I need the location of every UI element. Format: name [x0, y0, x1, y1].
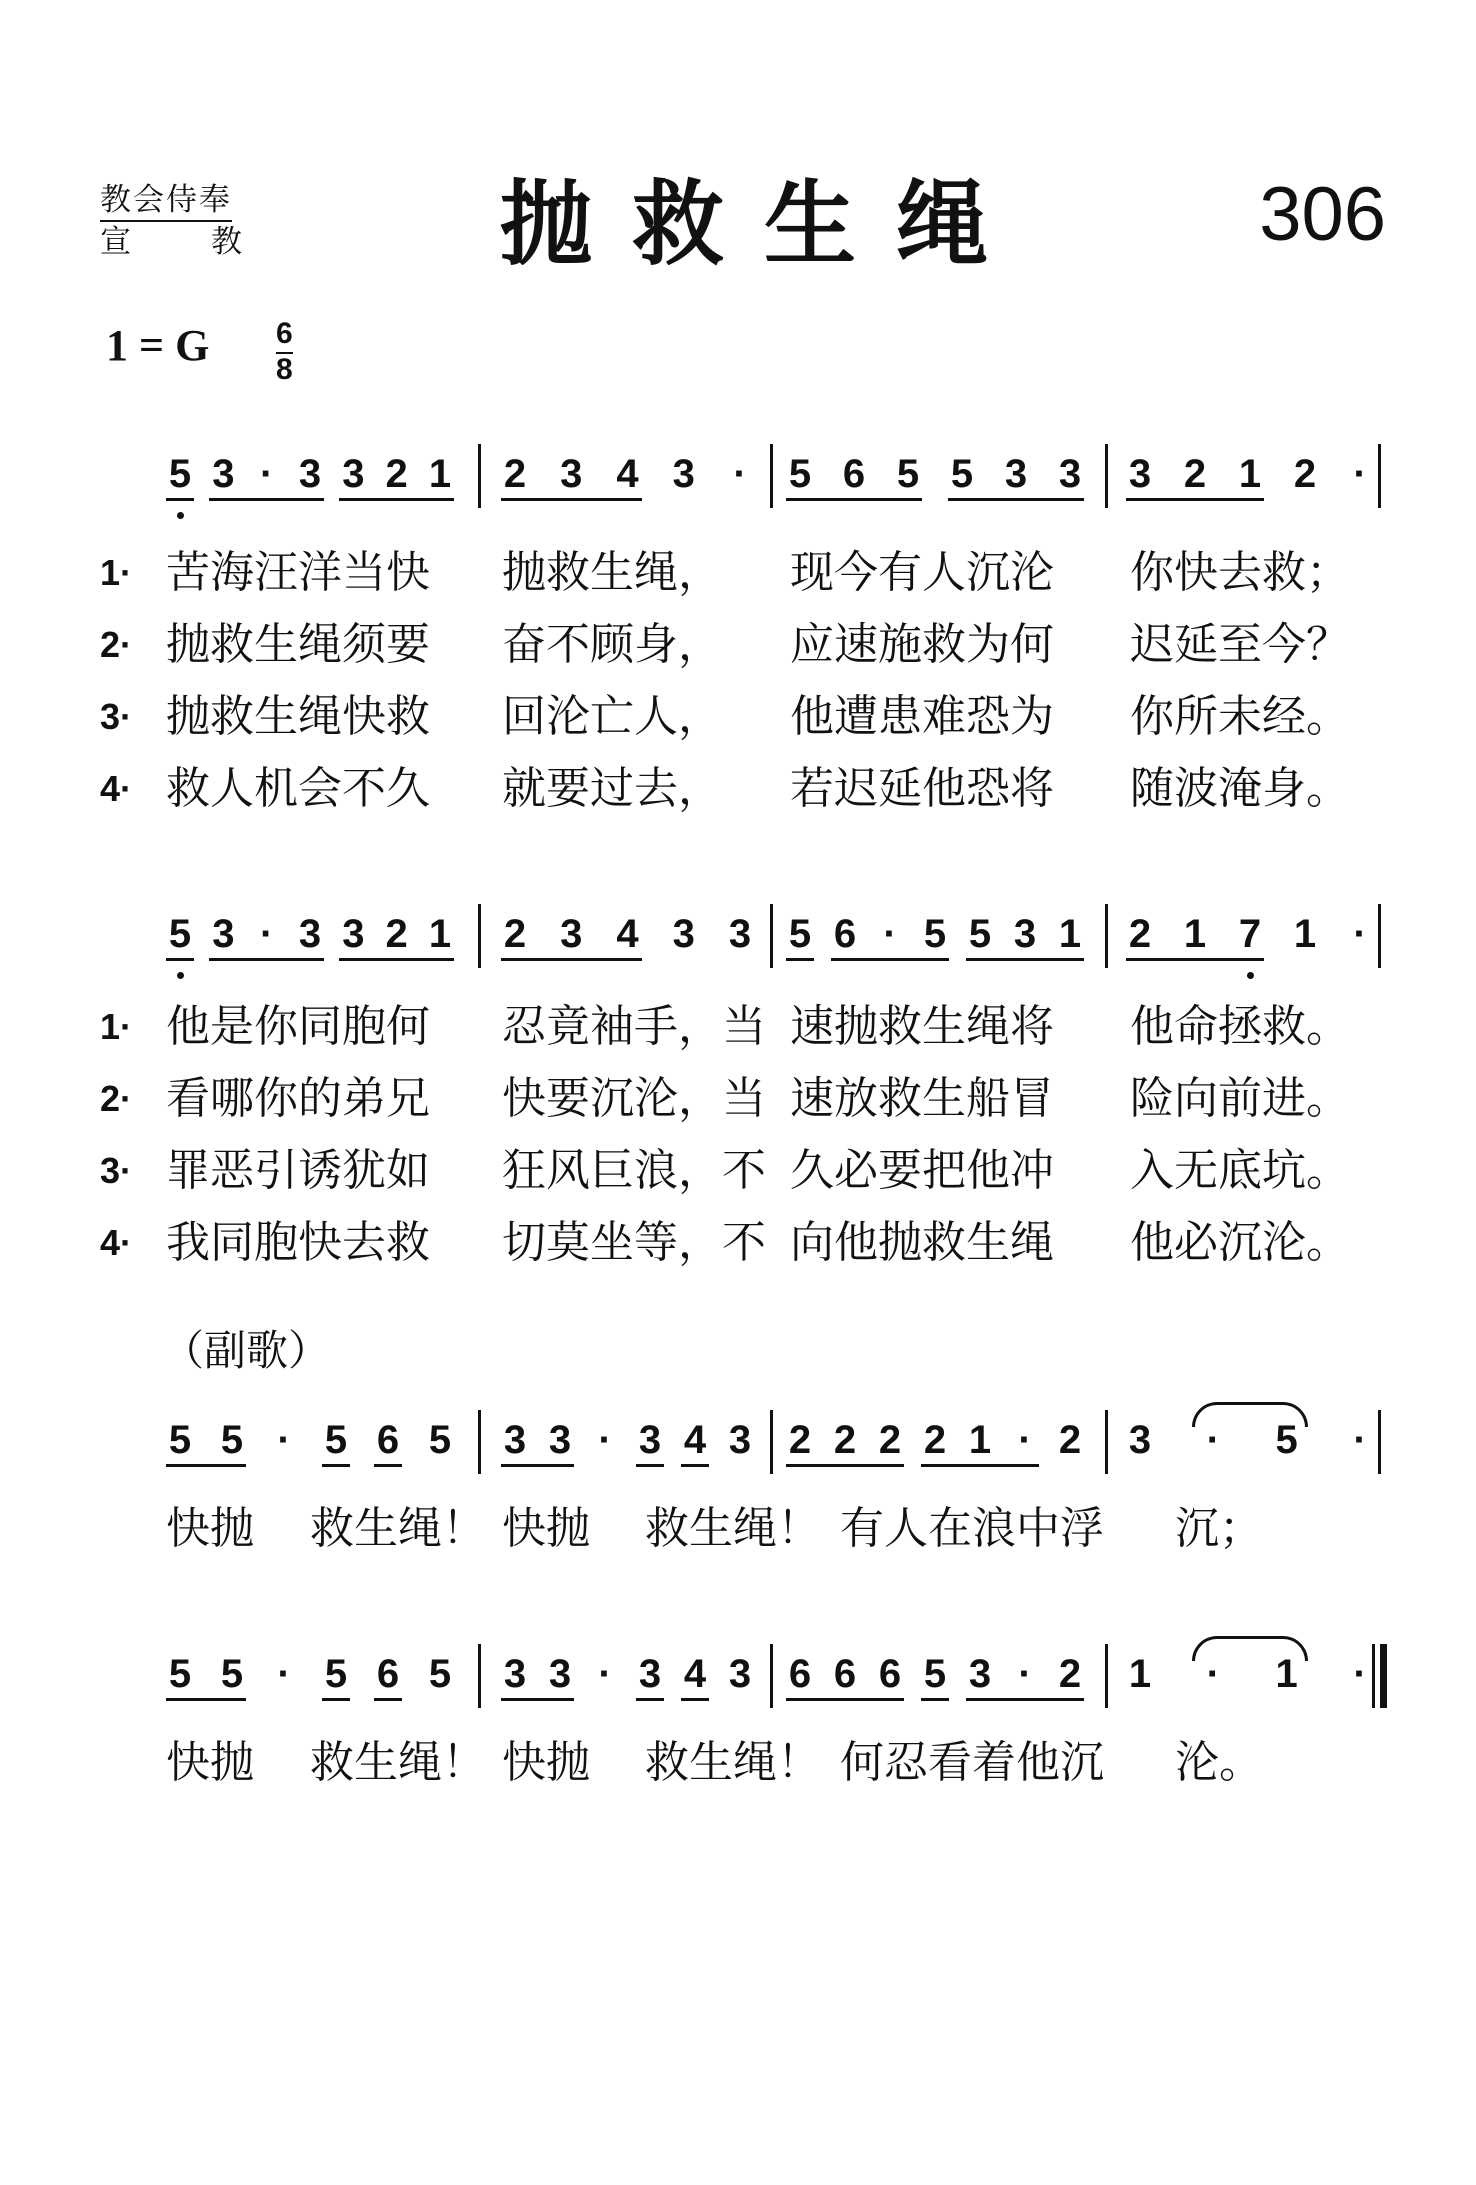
lyric-phrase: 就要过去，: [502, 763, 722, 814]
note-digit: 2: [788, 1418, 812, 1462]
lyric-phrase: 他必沉沦。: [1130, 1217, 1350, 1268]
verse-number: 2·: [100, 1078, 133, 1119]
bar-line: [1105, 1410, 1108, 1474]
note-digit: ·: [259, 452, 274, 496]
lyric-phrase: 奋不顾身，: [502, 619, 722, 670]
note-digit: 3: [212, 912, 235, 956]
note-digit: 5: [923, 1652, 947, 1696]
bar-line-end: [1378, 904, 1381, 968]
lyric-phrase: 我同胞快去救: [166, 1217, 430, 1268]
note-digit: 3: [560, 452, 583, 496]
note-digit: ·: [277, 1652, 291, 1696]
hymn-title: 抛救生绳: [500, 171, 1029, 278]
beam-underline: [636, 1698, 664, 1701]
lyric-phrase: 罪恶引诱犹如: [166, 1145, 430, 1196]
bar-line: [478, 444, 481, 508]
octave-dot: [1247, 972, 1254, 979]
chorus-lyric: 救生绳！: [310, 1737, 486, 1788]
beam-underline: [966, 1698, 1084, 1701]
beam-underline: [786, 1698, 904, 1701]
lyric-phrase: 入无底坑。: [1130, 1145, 1350, 1196]
note-digit: 5: [1275, 1418, 1298, 1462]
note-digit: 2: [503, 452, 527, 496]
beam-underline: [1126, 498, 1264, 501]
note-digit: 2: [1293, 452, 1317, 496]
verse-number: 2·: [100, 624, 133, 665]
beam-underline: [786, 1464, 904, 1467]
chorus-lyric: 快抛: [502, 1737, 590, 1788]
note-digit: 1: [968, 1418, 992, 1462]
note-digit: ·: [598, 1652, 612, 1696]
lyric-phrase: 他是你同胞何: [166, 1001, 430, 1052]
bar-line: [1105, 904, 1108, 968]
lyric-phrase: 久必要把他冲: [790, 1145, 1054, 1196]
note-digit: ·: [1353, 1418, 1367, 1462]
note-digit: 3: [1013, 912, 1037, 956]
note-digit: 2: [385, 452, 408, 496]
chorus-lyric: 何忍看着他沉: [840, 1737, 1104, 1788]
bar-line-end: [1378, 444, 1381, 508]
note-digit: ·: [883, 912, 897, 956]
note-digit: 4: [616, 452, 639, 496]
note-digit: 5: [968, 912, 992, 956]
note-digit: 6: [376, 1418, 400, 1462]
note-digit: 3: [548, 1652, 572, 1696]
note-digit: 5: [220, 1418, 244, 1462]
beam-underline: [339, 498, 454, 501]
note-digit: ·: [1018, 1652, 1032, 1696]
beam-underline: [166, 1698, 246, 1701]
category-label: [100, 180, 244, 262]
lyric-phrase: 狂风巨浪，不: [502, 1145, 766, 1196]
note-digit: 3: [1128, 1418, 1152, 1462]
note-digit: 5: [428, 1418, 452, 1462]
lyric-phrase: 速放救生船冒: [790, 1073, 1054, 1124]
chorus-lyric: 救生绳！: [645, 1503, 821, 1554]
note-digit: 5: [168, 1418, 192, 1462]
lyric-phrase: 他遭患难恐为: [790, 691, 1054, 742]
beam-underline: [921, 1464, 1039, 1467]
time-signature-bottom: 8: [276, 353, 293, 386]
beam-underline: [1126, 958, 1264, 961]
beam-underline: [374, 1698, 402, 1701]
note-digit: ·: [259, 912, 274, 956]
note-digit: 3: [1128, 452, 1152, 496]
category-top: 教会侍奉: [100, 180, 232, 222]
note-digit: 6: [878, 1652, 902, 1696]
beam-underline: [501, 1464, 574, 1467]
bar-line-end: [1380, 1644, 1387, 1708]
note-digit: 6: [788, 1652, 812, 1696]
note-digit: 6: [833, 1652, 857, 1696]
lyric-phrase: 若迟延他恐将: [790, 763, 1054, 814]
note-digit: 5: [324, 1418, 348, 1462]
verse-number: 3·: [100, 696, 133, 737]
note-digit: 1: [428, 912, 452, 956]
note-digit: 3: [298, 912, 322, 956]
note-digit: 3: [342, 452, 365, 496]
note-digit: ·: [1206, 1652, 1220, 1696]
note-digit: 1: [1238, 452, 1262, 496]
beam-underline: [681, 1464, 709, 1467]
bar-line: [770, 1410, 773, 1474]
note-digit: 5: [324, 1652, 348, 1696]
note-digit: 3: [298, 452, 322, 496]
note-digit: 2: [923, 1418, 947, 1462]
bar-line: [478, 904, 481, 968]
lyric-phrase: 抛救生绳，: [502, 547, 722, 598]
lyric-phrase: 你快去救；: [1130, 547, 1350, 598]
note-digit: 1: [1128, 1652, 1152, 1696]
note-digit: 5: [220, 1652, 244, 1696]
note-digit: 3: [968, 1652, 992, 1696]
slur: [1192, 1636, 1308, 1661]
note-digit: 2: [503, 912, 527, 956]
note-digit: 5: [788, 912, 812, 956]
note-digit: ·: [598, 1418, 612, 1462]
note-digit: 5: [788, 452, 812, 496]
chorus-lyric: 有人在浪中浮: [840, 1503, 1104, 1554]
note-digit: 3: [548, 1418, 572, 1462]
note-digit: ·: [277, 1418, 291, 1462]
note-digit: 4: [683, 1652, 707, 1696]
lyric-phrase: 现今有人沉沦: [790, 547, 1054, 598]
note-digit: 6: [376, 1652, 400, 1696]
note-digit: 3: [1004, 452, 1028, 496]
bar-line: [478, 1644, 481, 1708]
lyric-phrase: 抛救生绳快救: [166, 691, 430, 742]
note-digit: 1: [1293, 912, 1317, 956]
verse-number: 1·: [100, 1006, 133, 1047]
chorus-lyric: 快抛: [166, 1737, 254, 1788]
note-digit: ·: [1353, 1652, 1367, 1696]
note-digit: 1: [1058, 912, 1082, 956]
note-digit: 3: [342, 912, 365, 956]
note-digit: ·: [1206, 1418, 1220, 1462]
category-bottom: 宣 教: [100, 224, 244, 260]
beam-underline: [921, 1698, 949, 1701]
chorus-label: （副歌）: [162, 1326, 331, 1375]
beam-underline: [166, 1464, 246, 1467]
beam-underline: [166, 958, 194, 961]
beam-underline: [966, 958, 1084, 961]
bar-line: [478, 1410, 481, 1474]
final-bar-thick: [1372, 1644, 1375, 1708]
note-digit: 2: [1058, 1418, 1082, 1462]
slur: [1192, 1402, 1308, 1427]
chorus-lyric: 沉；: [1175, 1503, 1263, 1554]
note-digit: 3: [728, 1418, 752, 1462]
lyric-phrase: 切莫坐等，不: [502, 1217, 766, 1268]
lyric-phrase: 随波淹身。: [1130, 763, 1350, 814]
beam-underline: [681, 1698, 709, 1701]
note-digit: 1: [1275, 1652, 1298, 1696]
lyric-phrase: 苦海汪洋当快: [166, 547, 430, 598]
bar-line: [770, 1644, 773, 1708]
beam-underline: [374, 1464, 402, 1467]
chorus-lyric: 快抛: [166, 1503, 254, 1554]
beam-underline: [166, 498, 194, 501]
beam-underline: [786, 498, 922, 501]
lyric-phrase: 险向前进。: [1130, 1073, 1350, 1124]
time-signature: [276, 318, 293, 386]
note-digit: 6: [833, 912, 857, 956]
lyric-phrase: 你所未经。: [1130, 691, 1350, 742]
lyric-phrase: 迟延至今？: [1130, 619, 1350, 670]
note-digit: 3: [560, 912, 583, 956]
note-digit: 1: [1183, 912, 1207, 956]
octave-dot: [177, 512, 184, 519]
lyric-phrase: 应速施救为何: [790, 619, 1054, 670]
lyric-phrase: 向他抛救生绳: [790, 1217, 1054, 1268]
note-digit: 3: [672, 912, 695, 956]
note-digit: 3: [503, 1418, 527, 1462]
verse-number: 4·: [100, 768, 133, 809]
chorus-lyric: 沦。: [1175, 1737, 1263, 1788]
beam-underline: [209, 498, 324, 501]
beam-underline: [786, 958, 814, 961]
chorus-lyric: 救生绳！: [310, 1503, 486, 1554]
note-digit: 2: [1058, 1652, 1082, 1696]
beam-underline: [831, 958, 949, 961]
lyric-phrase: 抛救生绳须要: [166, 619, 430, 670]
beam-underline: [501, 498, 642, 501]
note-digit: 3: [728, 1652, 752, 1696]
lyric-phrase: 回沦亡人，: [502, 691, 722, 742]
note-digit: 3: [212, 452, 235, 496]
note-digit: 4: [683, 1418, 707, 1462]
note-digit: 5: [923, 912, 947, 956]
note-digit: 3: [638, 1652, 662, 1696]
bar-line: [770, 444, 773, 508]
chorus-lyric: 救生绳！: [645, 1737, 821, 1788]
hymn-number: 306: [1259, 172, 1386, 257]
note-digit: 2: [833, 1418, 857, 1462]
note-digit: 5: [168, 912, 192, 956]
note-digit: 5: [428, 1652, 452, 1696]
note-digit: 4: [616, 912, 639, 956]
lyric-phrase: 忍竟袖手，当: [502, 1001, 766, 1052]
note-digit: 6: [842, 452, 866, 496]
time-signature-top: 6: [276, 318, 293, 354]
chorus-lyric: 快抛: [502, 1503, 590, 1554]
note-digit: 3: [1058, 452, 1082, 496]
beam-underline: [948, 498, 1084, 501]
note-digit: 2: [1183, 452, 1207, 496]
note-digit: 5: [168, 452, 192, 496]
beam-underline: [322, 1698, 350, 1701]
verse-number: 3·: [100, 1150, 133, 1191]
beam-underline: [209, 958, 324, 961]
key-signature: 1 = G: [106, 321, 210, 370]
note-digit: 5: [896, 452, 920, 496]
bar-line-end: [1378, 1410, 1381, 1474]
note-digit: ·: [1353, 452, 1367, 496]
note-digit: 3: [728, 912, 752, 956]
verse-number: 1·: [100, 552, 133, 593]
bar-line: [1105, 1644, 1108, 1708]
lyric-phrase: 快要沉沦，当: [502, 1073, 766, 1124]
beam-underline: [339, 958, 454, 961]
beam-underline: [501, 958, 642, 961]
note-digit: ·: [733, 452, 747, 496]
bar-line: [1105, 444, 1108, 508]
note-digit: 3: [672, 452, 695, 496]
lyric-phrase: 看哪你的弟兄: [166, 1073, 430, 1124]
lyric-phrase: 他命拯救。: [1130, 1001, 1350, 1052]
note-digit: 3: [638, 1418, 662, 1462]
bar-line: [770, 904, 773, 968]
beam-underline: [636, 1464, 664, 1467]
note-digit: ·: [1353, 912, 1367, 956]
lyric-phrase: 速抛救生绳将: [790, 1001, 1054, 1052]
octave-dot: [177, 972, 184, 979]
note-digit: ·: [1018, 1418, 1032, 1462]
note-digit: 5: [168, 1652, 192, 1696]
verse-number: 4·: [100, 1222, 133, 1263]
beam-underline: [501, 1698, 574, 1701]
note-digit: 2: [385, 912, 408, 956]
note-digit: 7: [1238, 912, 1262, 956]
note-digit: 3: [503, 1652, 527, 1696]
note-digit: 1: [428, 452, 452, 496]
note-digit: 5: [950, 452, 974, 496]
lyric-phrase: 救人机会不久: [166, 763, 430, 814]
beam-underline: [322, 1464, 350, 1467]
note-digit: 2: [878, 1418, 902, 1462]
note-digit: 2: [1128, 912, 1152, 956]
